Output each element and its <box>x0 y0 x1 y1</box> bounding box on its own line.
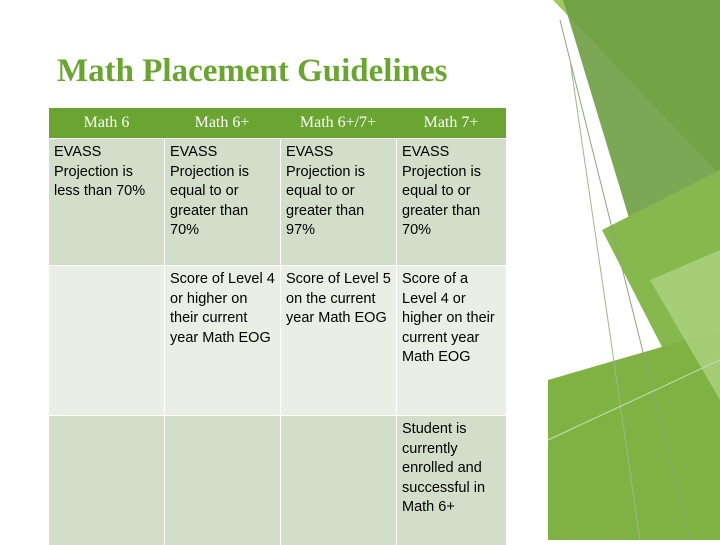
table-cell: Score of Level 4 or higher on their current year Math EOG <box>164 265 280 415</box>
placement-table <box>49 108 506 545</box>
table-cell: EVASS Projection is equal to or greater than 97% <box>280 138 396 265</box>
table-row <box>49 415 506 545</box>
header-math-6-plus: Math 6+ <box>164 108 280 138</box>
table-cell: Score of a Level 4 or higher on their current year Math EOG <box>396 265 506 415</box>
table-cell: Student is currently enrolled and successful in Math 6+ <box>396 415 506 545</box>
decor-shape-bottom <box>548 330 720 540</box>
header-row <box>49 108 506 138</box>
table-cell <box>280 415 396 545</box>
header-math-7-plus: Math 7+ <box>396 108 506 138</box>
table-cell: EVASS Projection is equal to or greater than 70% <box>396 138 506 265</box>
header-math-6: Math 6 <box>49 108 164 138</box>
table-row <box>49 265 506 415</box>
header-math-6-7-plus: Math 6+/7+ <box>280 108 396 138</box>
table-cell <box>49 265 164 415</box>
table-cell <box>164 415 280 545</box>
table-cell <box>49 415 164 545</box>
table-cell: Score of Level 5 on the current year Math EOG <box>280 265 396 415</box>
table-row <box>49 138 506 265</box>
table-cell: EVASS Projection is less than 70% <box>49 138 164 265</box>
page-title: Math Placement Guidelines <box>57 53 448 89</box>
table-cell: EVASS Projection is equal to or greater than 70% <box>164 138 280 265</box>
